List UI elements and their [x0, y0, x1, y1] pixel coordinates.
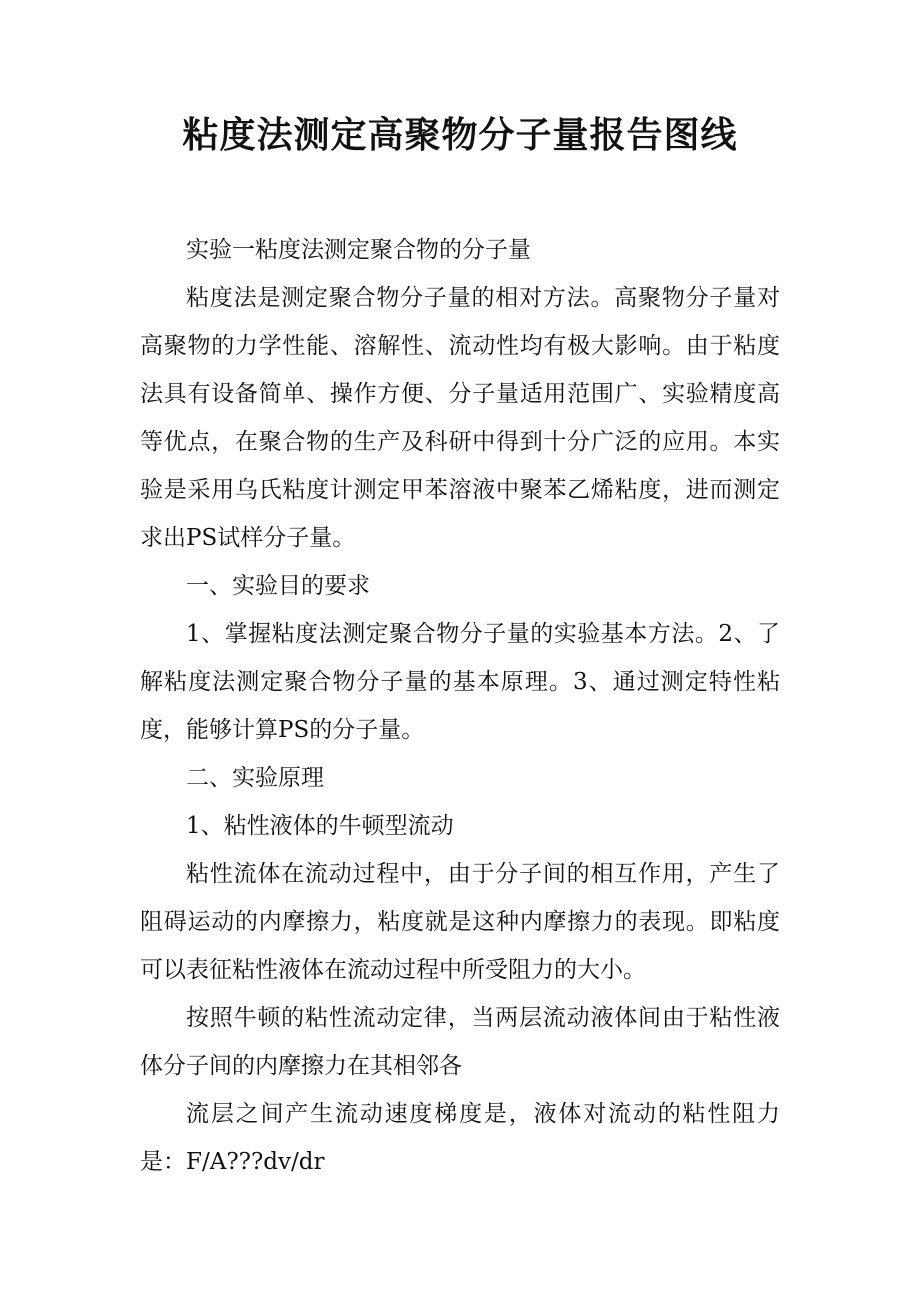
intro-paragraph: 粘度法是测定聚合物分子量的相对方法。高聚物分子量对高聚物的力学性能、溶解性、流动性均有极大影响。由于粘度法具有设备简单、操作方便、分子量适用范围广、实验精度高等优点，在聚合物的生产及科研中得到十分广泛的应用。本实验是采用乌氏粘度计测定甲苯溶液中聚苯乙烯粘度，进而测定求出PS试样分子量。 — [140, 285, 780, 551]
subsection-heading-newtonian-flow: 1、粘性液体的牛顿型流动 — [186, 813, 454, 839]
viscosity-paragraph: 粘性流体在流动过程中，由于分子间的相互作用，产生了阻碍运动的内摩擦力，粘度就是这种内摩擦力的表现。即粘度可以表征粘性液体在流动过程中所受阻力的大小。 — [140, 861, 780, 983]
newton-law-paragraph: 按照牛顿的粘性流动定律，当两层流动液体间由于粘性液体分子间的内摩擦力在其相邻各 — [140, 1005, 780, 1079]
objectives-paragraph: 1、掌握粘度法测定聚合物分子量的实验基本方法。2、了解粘度法测定聚合物分子量的基本原理。3、通过测定特性粘度，能够计算PS的分子量。 — [140, 621, 780, 743]
document-body — [140, 226, 780, 1186]
document-title: 粘度法测定高聚物分子量报告图线 — [182, 115, 738, 156]
section-heading-principle: 二、实验原理 — [186, 765, 324, 791]
section-heading-experiment: 实验一粘度法测定聚合物的分子量 — [186, 237, 531, 263]
formula-paragraph: 流层之间产生流动速度梯度是，液体对流动的粘性阻力是：F/A???dv/dr — [140, 1101, 780, 1175]
section-heading-objectives: 一、实验目的要求 — [186, 573, 370, 599]
